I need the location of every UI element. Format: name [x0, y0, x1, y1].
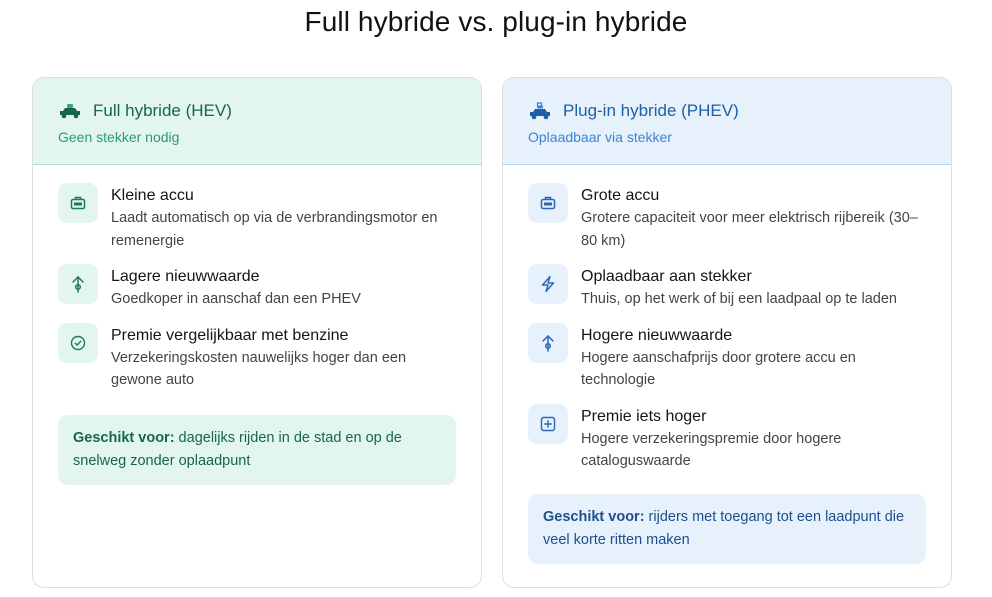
- hev-subtitle: Geen stekker nodig: [58, 129, 180, 145]
- phev-subtitle: Oplaadbaar via stekker: [528, 129, 672, 145]
- list-item: [58, 326, 456, 392]
- hev-card: [32, 77, 482, 588]
- item-desc: Grotere capaciteit voor meer elektrisch rijbereik (30–80 km): [581, 210, 918, 249]
- item-title: Premie vergelijkbaar met benzine: [111, 326, 349, 344]
- item-title: Lagere nieuwwaarde: [111, 268, 260, 285]
- item-title: Hogere nieuwwaarde: [581, 326, 733, 344]
- lightning-icon: [528, 264, 568, 304]
- plus-square-icon: [528, 404, 568, 444]
- list-item: [528, 267, 926, 311]
- item-desc: Verzekeringskosten nauwelijks hoger dan een gewone auto: [111, 349, 407, 388]
- price-up-icon: [528, 323, 568, 363]
- item-desc: Hogere verzekeringspremie door hogere cataloguswaarde: [581, 430, 842, 469]
- list-item: [58, 186, 456, 252]
- item-desc: Goedkoper in aanschaf dan een PHEV: [111, 291, 361, 307]
- check-circle-icon: [58, 323, 98, 363]
- item-title: Premie iets hoger: [581, 407, 707, 425]
- list-item: [528, 186, 926, 252]
- phev-title: Plug-in hybride (PHEV): [563, 101, 739, 120]
- hev-card-header: [33, 78, 481, 165]
- page-title: Full hybride vs. plug-in hybride: [304, 6, 688, 37]
- item-desc: Laadt automatisch op via de verbrandingsmotor en remenergie: [111, 210, 438, 249]
- item-title: Oplaadbaar aan stekker: [581, 268, 752, 285]
- list-item: [58, 267, 456, 311]
- suitable-label: Geschikt voor:: [543, 508, 645, 525]
- list-item: [528, 326, 926, 392]
- item-desc: Hogere aanschafprijs door grotere accu en technologie: [581, 349, 856, 388]
- price-down-icon: [58, 264, 98, 304]
- battery-icon: [58, 183, 98, 223]
- suitable-label: Geschikt voor:: [73, 429, 175, 446]
- phev-card-header: [503, 78, 951, 165]
- phev-suitable-for: [528, 494, 926, 564]
- hev-suitable-for: [58, 415, 456, 485]
- item-title: Kleine accu: [111, 187, 194, 204]
- suitable-text: dagelijks rijden in de stad en op de snelweg zonder oplaadpunt: [73, 429, 402, 469]
- battery-icon: [528, 183, 568, 223]
- suitable-text: rijders met toegang tot een laadpunt die veel korte ritten maken: [543, 508, 905, 548]
- car-icon: [58, 100, 82, 122]
- item-title: Grote accu: [581, 187, 660, 204]
- phev-card: [502, 77, 952, 588]
- car-plug-icon: [528, 100, 552, 122]
- item-desc: Thuis, op het werk of bij een laadpaal op te laden: [581, 291, 897, 307]
- list-item: [528, 407, 926, 473]
- hev-title: Full hybride (HEV): [93, 101, 232, 120]
